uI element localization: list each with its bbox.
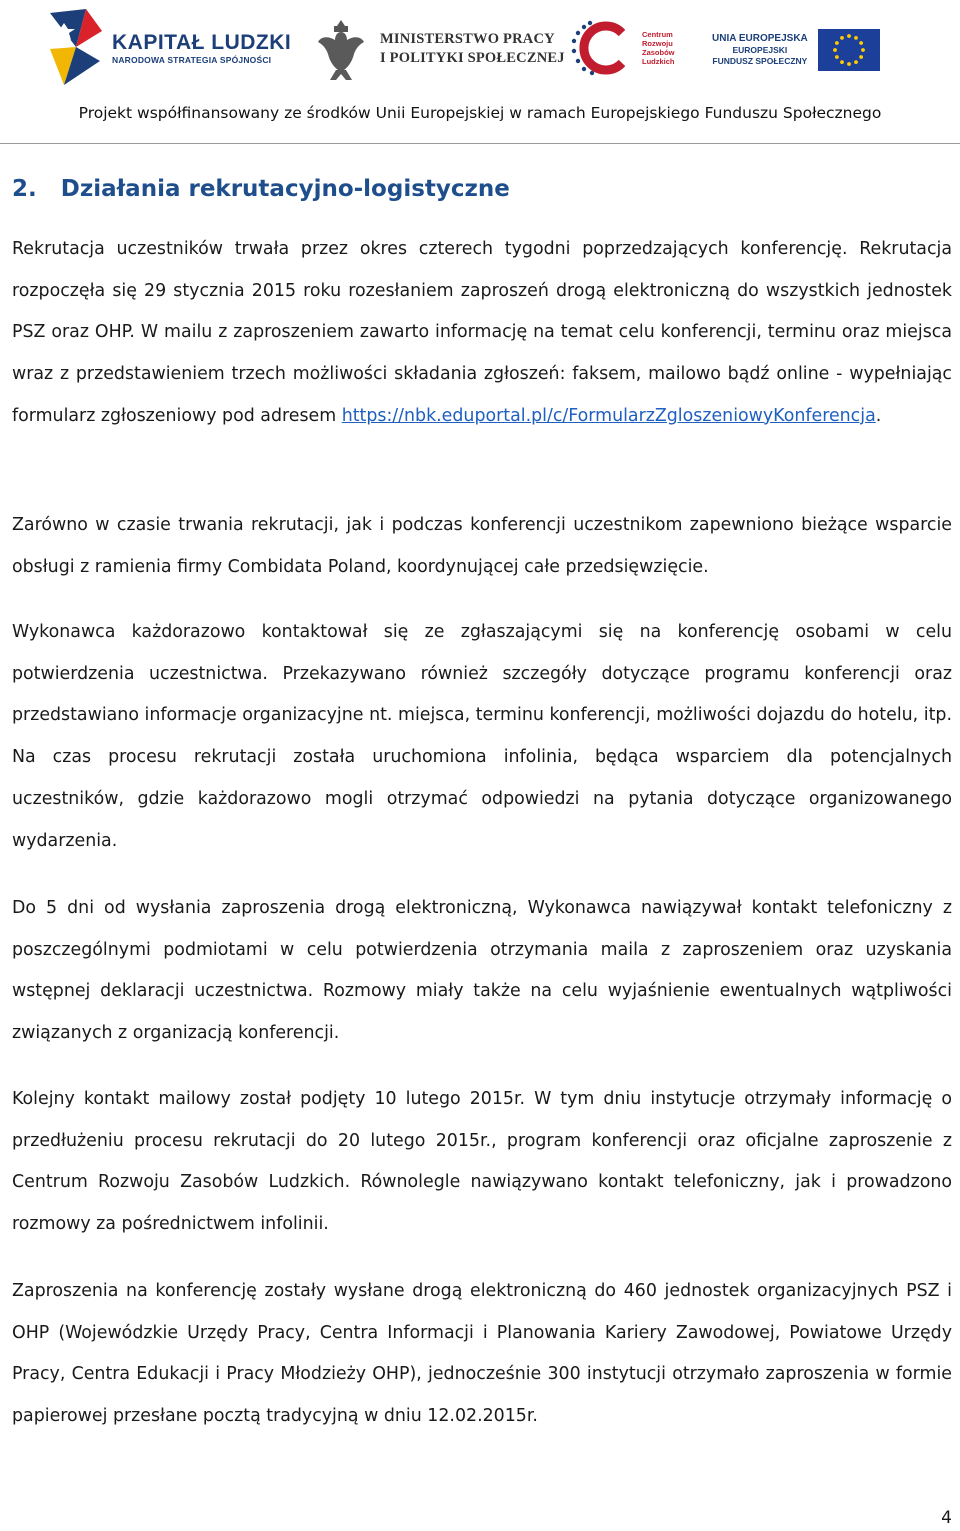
paragraph-2 (12, 505, 952, 588)
eu-star-icon (854, 36, 858, 40)
eu-star-icon (835, 41, 839, 45)
paragraph-1 (12, 229, 952, 438)
paragraph-1-text: Rekrutacja uczestników trwała przez okres czterech tygodni poprzedzających konferencję. Rekrutacja rozpoczęła się 29 stycznia 2015 roku rozesłaniem zaproszeń drogą elektroniczną do wszystkich jednostek PSZ oraz OHP. W mailu z zaproszeniem zawarto informację na temat celu konferencji, terminu oraz miejsca wraz z przedstawieniem trzech możliwości składania zgłoszeń: faksem, mailowo bądź online - wypełniając formularz zgłoszeniowy pod adresem (12, 239, 952, 426)
eu-star-icon (859, 55, 863, 59)
eu-star-icon (859, 41, 863, 45)
kapital-ludzki-title: KAPITAŁ LUDZKI (112, 31, 292, 54)
crzl-line-2: Rozwoju (642, 39, 673, 48)
paragraph-6-text: Zaproszenia na konferencję zostały wysłane drogą elektroniczną do 460 jednostek organizacyjnych PSZ i OHP (Wojewódzkie Urzędy Pracy, Centra Informacji i Planowania Kariery Zawodowej, Powiatowe Urzędy Pracy, Centra Edukacji i Pracy Młodzieży OHP), jednocześnie 300 instytucji otrzymało zaproszenia w formie papierowej przesłane pocztą tradycyjną w dniu 12.02.2015r. (12, 1281, 952, 1427)
page-number: 4 (941, 1508, 952, 1528)
paragraph-5 (12, 1079, 952, 1246)
eu-star-icon (847, 34, 851, 38)
registration-form-link[interactable]: https://nbk.eduportal.pl/c/FormularzZgloszeniowyKonferencja (341, 405, 876, 426)
crzl-logo (570, 18, 675, 78)
paragraph-6 (12, 1271, 952, 1438)
kapital-ludzki-subtitle: NARODOWA STRATEGIA SPÓJNOŚCI (112, 55, 272, 65)
paragraph-2-text: Zarówno w czasie trwania rekrutacji, jak i podczas konferencji uczestnikom zapewniono bieżące wsparcie obsługi z ramienia firmy Combidata Poland, koordynującej całe przedsięwzięcie. (12, 515, 952, 577)
section-number: 2. (12, 176, 37, 202)
ministry-logo (316, 14, 565, 84)
header-divider (0, 143, 960, 144)
ministry-line-1: MINISTERSTWO PRACY (380, 31, 555, 47)
eu-star-icon (847, 62, 851, 66)
eu-star-icon (840, 36, 844, 40)
crzl-line-4: Ludzkich (642, 57, 675, 66)
eu-star-icon (854, 60, 858, 64)
paragraph-1-end: . (875, 405, 882, 426)
section-heading (12, 176, 510, 202)
crzl-line-1: Centrum (642, 30, 673, 39)
section-title: Działania rekrutacyjno-logistyczne (60, 176, 510, 202)
crzl-logo-icon (570, 19, 636, 77)
kapital-ludzki-logo-icon (46, 9, 104, 87)
header-logos (0, 0, 960, 96)
kapital-ludzki-logo (46, 8, 291, 88)
eu-line-1: UNIA EUROPEJSKA (712, 33, 808, 44)
eu-line-3: FUNDUSZ SPOŁECZNY (712, 56, 808, 66)
paragraph-5-text: Kolejny kontakt mailowy został podjęty 10 lutego 2015r. W tym dniu instytucje otrzymały informację o przedłużeniu procesu rekrutacji do 20 lutego 2015r., program konferencji oraz oficjalne zaproszenie z Centrum Rozwoju Zasobów Ludzkich. Równolegle nawiązywano kontakt telefoniczny, jak i prowadzono rozmowy za pośrednictwem infolinii. (12, 1089, 952, 1235)
eu-star-icon (833, 48, 837, 52)
eu-star-icon (840, 60, 844, 64)
paragraph-4-text: Do 5 dni od wysłania zaproszenia drogą elektroniczną, Wykonawca nawiązywał kontakt telefoniczny z poszczególnymi podmiotami w celu potwierdzenia otrzymania maila z zaproszeniem oraz uzyskania wstępnej deklaracji uczestnictwa. Rozmowy miały także na celu wyjaśnienie ewentualnych wątpliwości związanych z organizacją konferencji. (12, 898, 952, 1044)
eu-star-icon (835, 55, 839, 59)
ministry-line-2: I POLITYKI SPOŁECZNEJ (380, 50, 565, 66)
eu-flag-icon (818, 29, 880, 71)
eu-line-2: EUROPEJSKI (732, 45, 788, 55)
eu-logo (712, 22, 880, 78)
polish-eagle-icon (316, 16, 366, 82)
cofinancing-note: Projekt współfinansowany ze środków Unii Europejskiej w ramach Europejskiego Funduszu Społecznego (78, 104, 882, 122)
crzl-line-3: Zasobów (642, 48, 675, 57)
paragraph-3 (12, 612, 952, 862)
eu-star-icon (861, 48, 865, 52)
paragraph-3-text: Wykonawca każdorazowo kontaktował się ze zgłaszającymi się na konferencję osobami w celu potwierdzenia uczestnictwa. Przekazywano również szczegóły dotyczące programu konferencji oraz przedstawiano informacje organizacyjne nt. miejsca, terminu konferencji, możliwości dojazdu do hotelu, itp. Na czas procesu rekrutacji została uruchomiona infolinia, będąca wsparciem dla potencjalnych uczestników, gdzie każdorazowo mogli otrzymać odpowiedzi na pytania dotyczące organizowanego wydarzenia. (12, 622, 952, 851)
paragraph-4 (12, 888, 952, 1055)
